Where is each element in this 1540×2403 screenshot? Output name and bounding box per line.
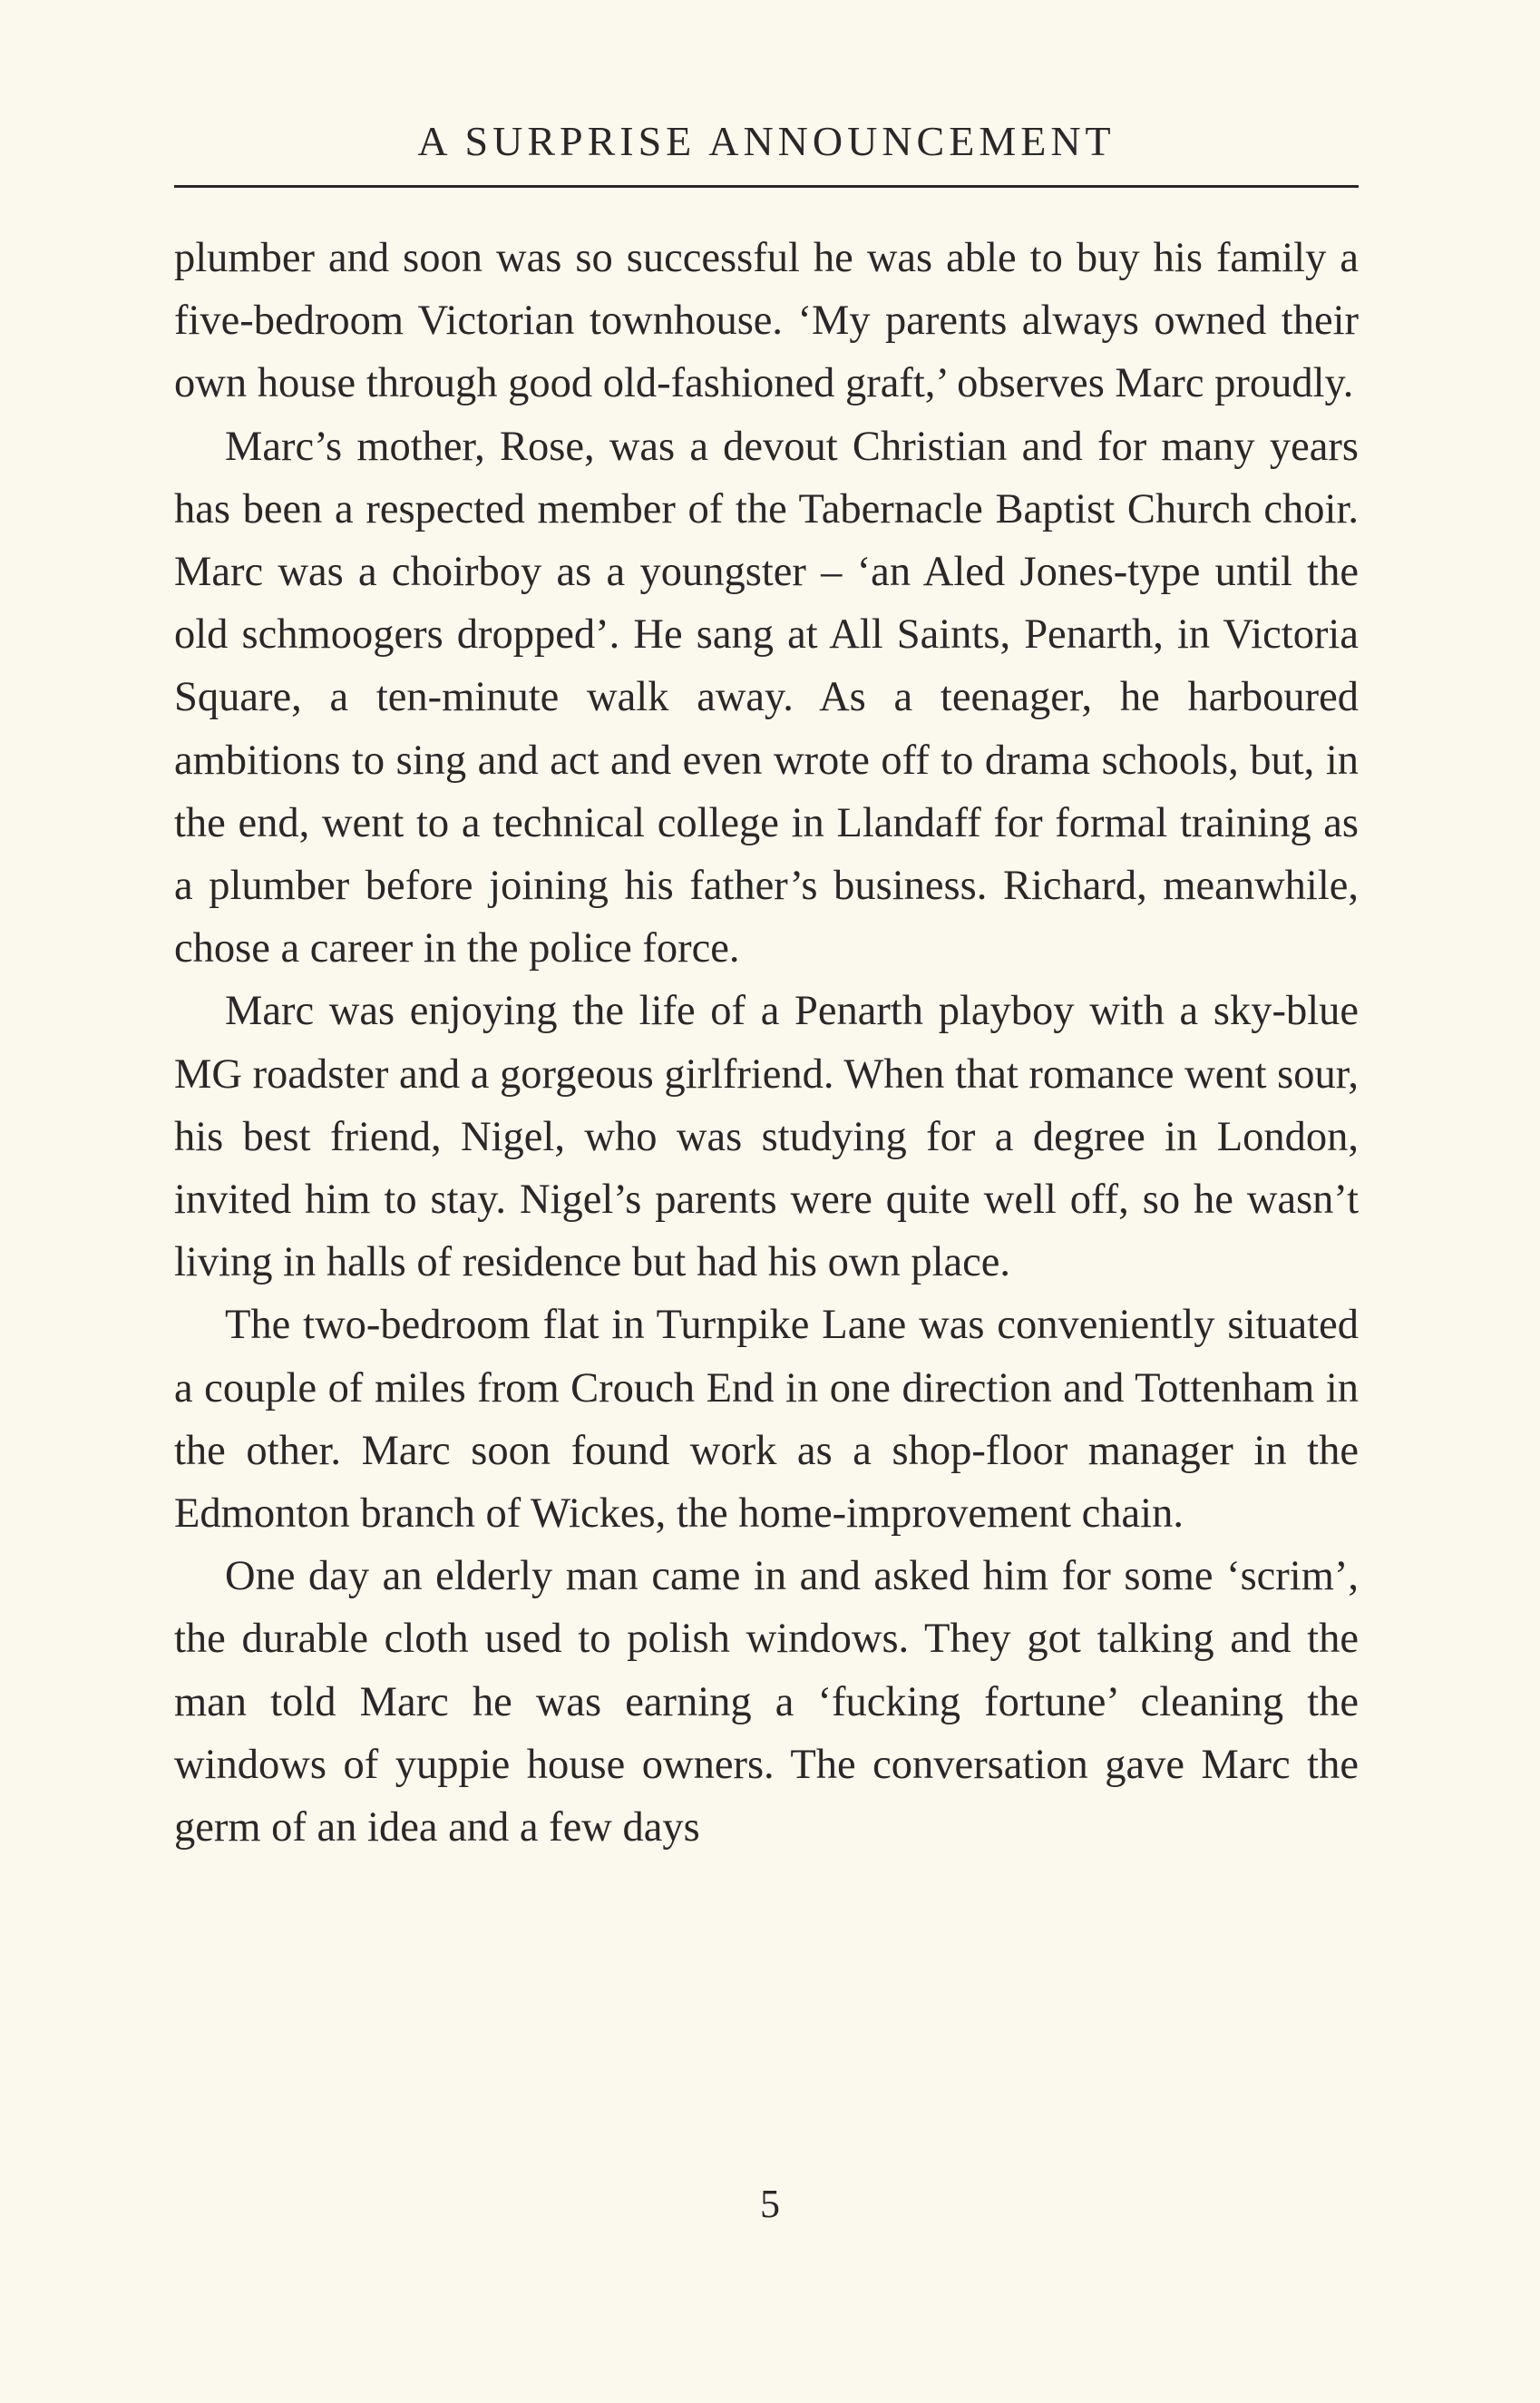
page-number: 5 (760, 2182, 780, 2226)
header-rule (174, 185, 1359, 188)
running-header: A SURPRISE ANNOUNCEMENT (417, 118, 1116, 164)
body-text (174, 227, 1359, 1859)
paragraph: Marc was enjoying the life of a Penarth playboy with a sky-blue MG roadster and a gorgeous girlfriend. When that romance went sour, his best friend, Nigel, who was studying for a degree in London, invited him to stay. Nigel’s parents were quite well off, so he wasn’t living in halls of residence but had his own place. (174, 988, 1359, 1286)
paragraph: One day an elderly man came in and asked him for some ‘scrim’, the durable cloth used to polish windows. They got talking and the man told Marc he was earning a ‘fucking fortune’ cleaning the windows of yuppie house owners. The conversation gave Marc the germ of an idea and a few days (174, 1553, 1359, 1851)
paragraph: Marc’s mother, Rose, was a devout Christian and for many years has been a respected member of the Tabernacle Baptist Church choir. Marc was a choirboy as a youngster – ‘an Aled Jones-type until the old schmoogers dropped’. He sang at All Saints, Penarth, in Victoria Square, a ten-minute walk away. As a teenager, he harboured ambitions to sing and act and even wrote off to drama schools, but, in the end, went to a technical college in Llandaff for formal training as a plumber before joining his father’s business. Richard, meanwhile, chose a career in the police force. (174, 423, 1359, 972)
paragraph-continued: plumber and soon was so successful he was able to buy his family a five-bedroom Victorian townhouse. ‘My parents always owned their own house through good old-fashioned graft,’ observes Marc proudly. (174, 235, 1359, 407)
paragraph: The two-bedroom flat in Turnpike Lane was conveniently situated a couple of miles from Crouch End in one direction and Tottenham in the other. Marc soon found work as a shop-floor manager in the Edmonton branch of Wickes, the home-improvement chain. (174, 1302, 1359, 1538)
